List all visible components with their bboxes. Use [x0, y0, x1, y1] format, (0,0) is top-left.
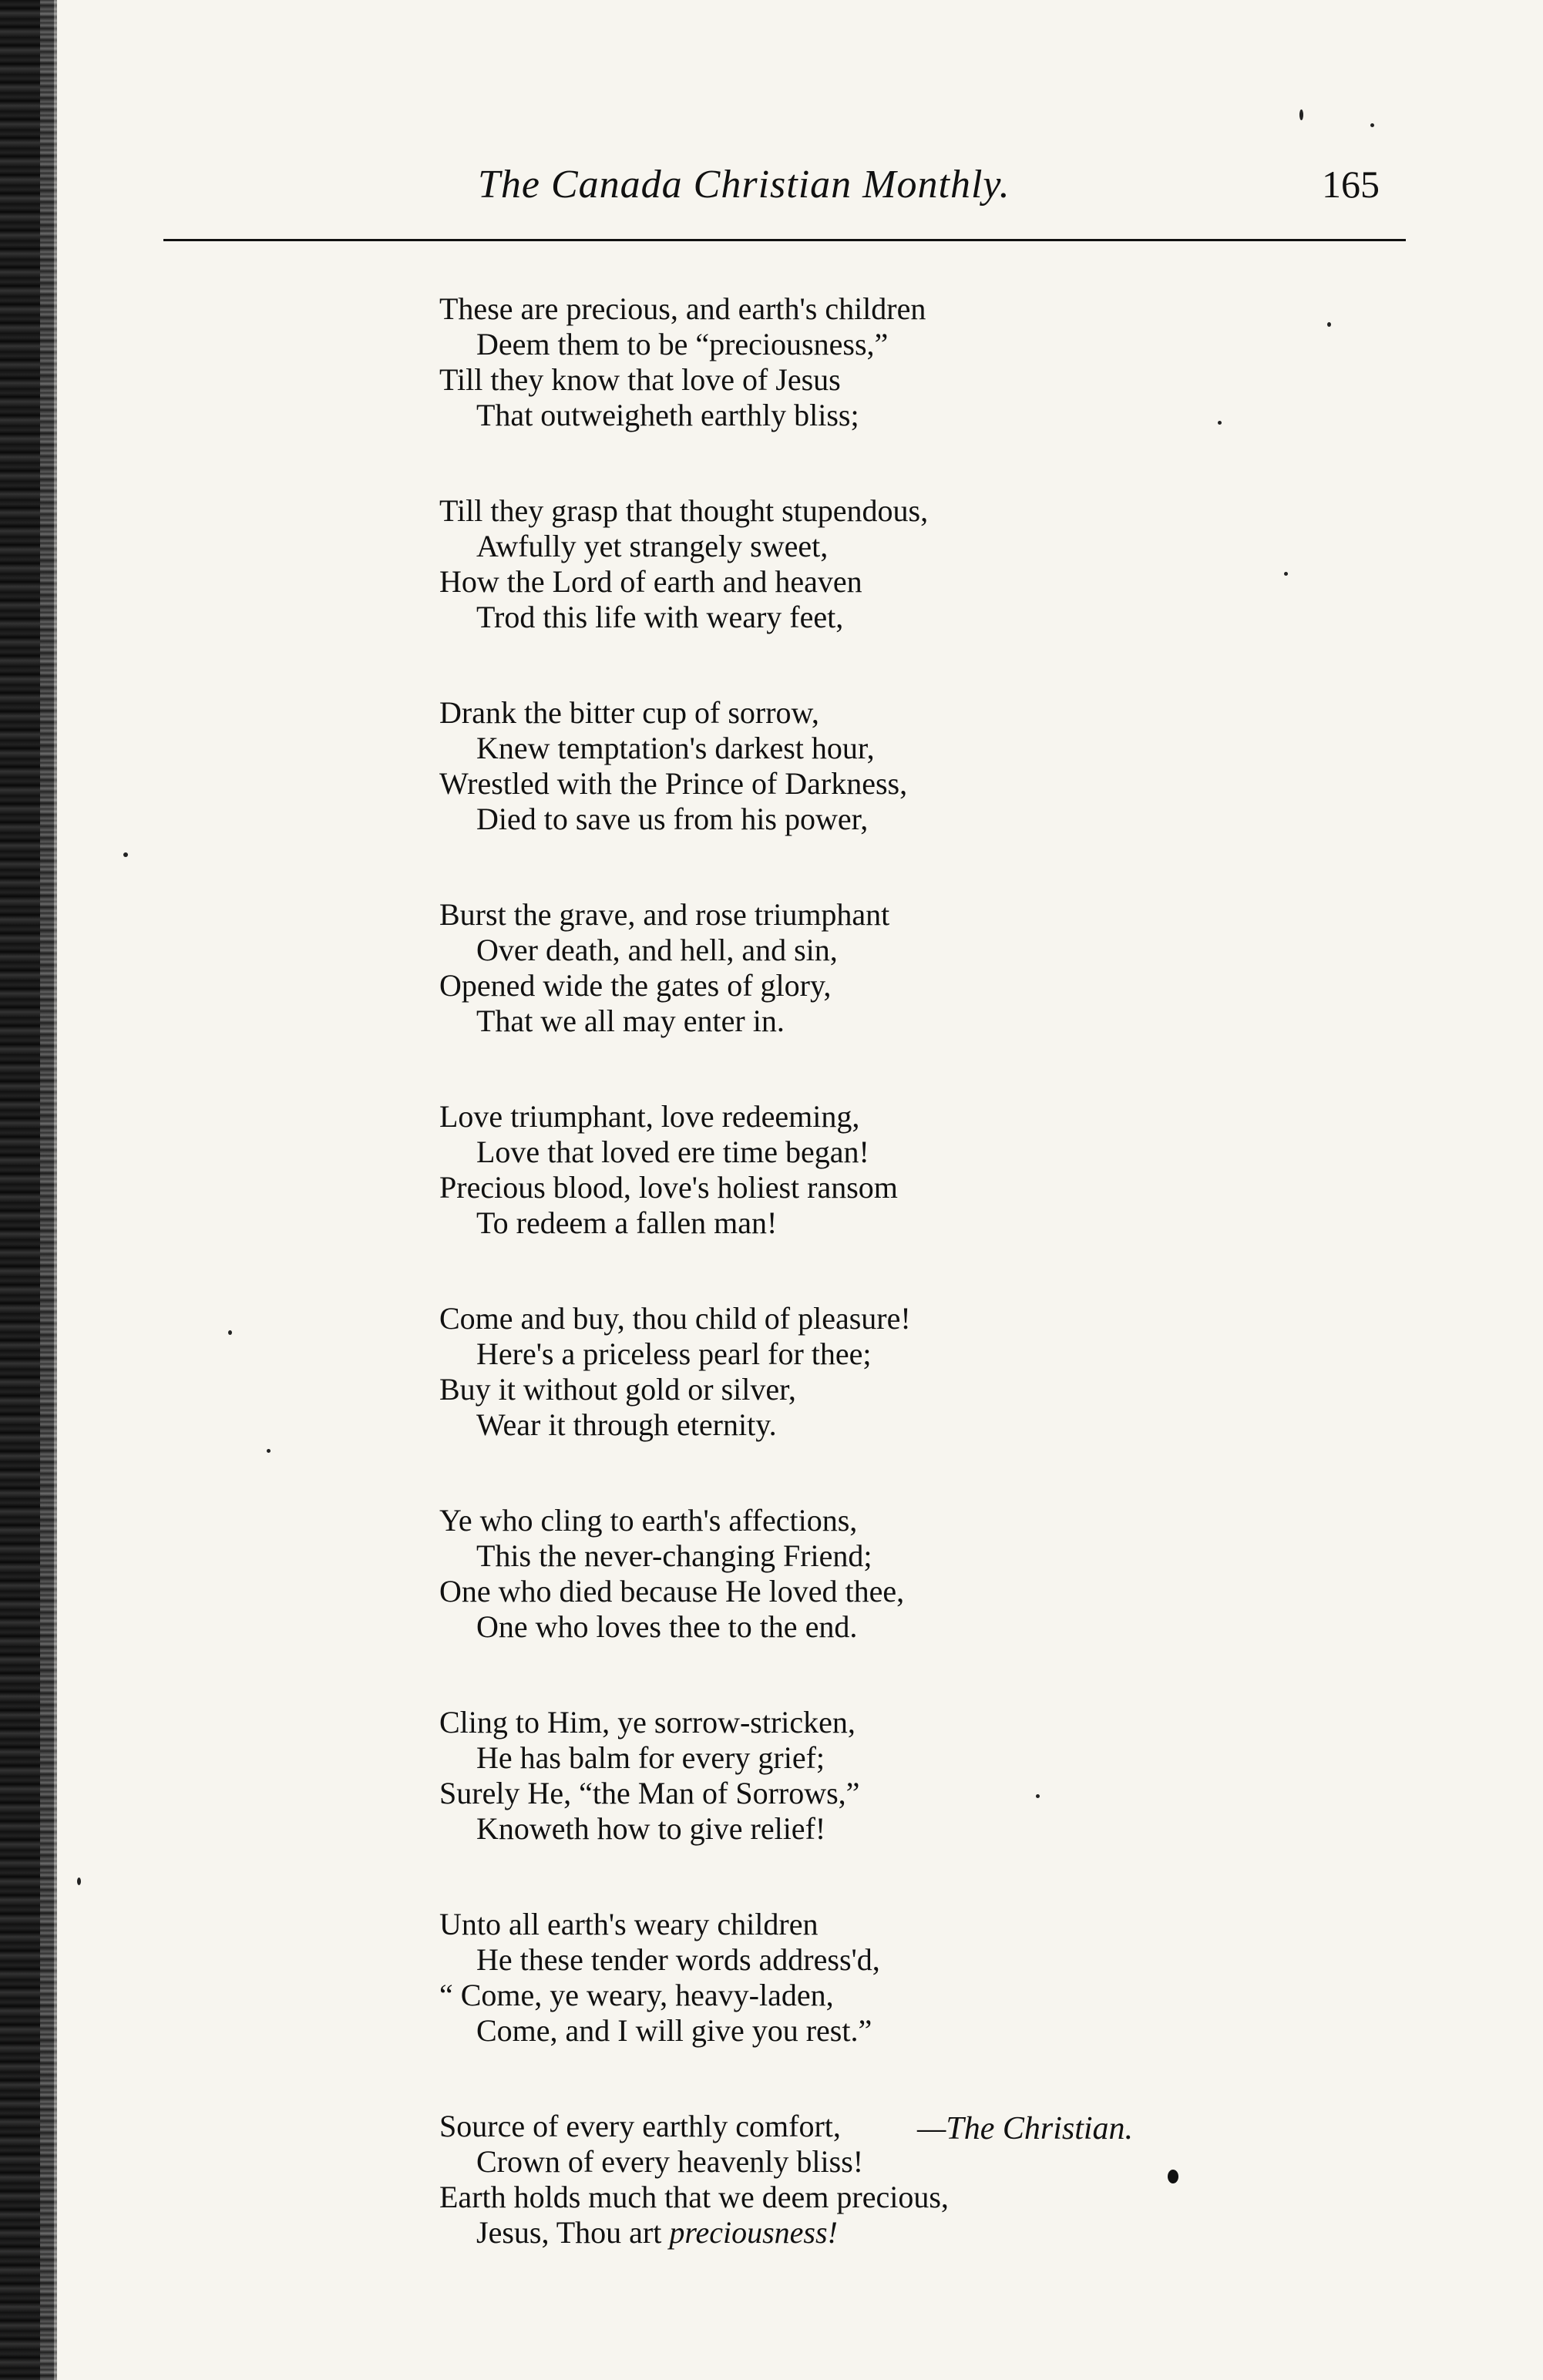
poem-line: How the Lord of earth and heaven: [439, 564, 862, 599]
poem-line: Love triumphant, love redeeming,: [439, 1099, 860, 1134]
poem-line: Come and buy, thou child of pleasure!: [439, 1301, 911, 1336]
poem-line: Crown of every heavenly bliss!: [476, 2144, 864, 2179]
stanza: [439, 493, 1210, 635]
ink-speck: [228, 1330, 232, 1335]
poem-line: Surely He, “the Man of Sorrows,”: [439, 1776, 860, 1810]
poem-line: Trod this life with weary feet,: [476, 600, 844, 634]
poem-line: Died to save us from his power,: [476, 802, 869, 836]
poem-line: He these tender words address'd,: [476, 1942, 880, 1977]
poem-line: Drank the bitter cup of sorrow,: [439, 695, 819, 730]
end-mark: [1168, 2170, 1178, 2183]
poem-line: Awfully yet strangely sweet,: [476, 529, 829, 563]
poem: [439, 291, 1210, 2311]
poem-line: Opened wide the gates of glory,: [439, 968, 832, 1003]
poem-line: Wear it through eternity.: [476, 1407, 777, 1442]
poem-line: One who loves thee to the end.: [476, 1609, 858, 1644]
ink-speck: [1299, 109, 1303, 120]
poem-line: Wrestled with the Prince of Darkness,: [439, 766, 908, 801]
poem-line: Cling to Him, ye sorrow-stricken,: [439, 1705, 856, 1740]
poem-line: Till they grasp that thought stupendous,: [439, 493, 929, 528]
ink-speck: [123, 852, 128, 857]
poem-line: He has balm for every grief;: [476, 1740, 825, 1775]
poem-final-line: [439, 2215, 1210, 2251]
ink-speck: [1370, 123, 1374, 127]
poem-line: Source of every earthly comfort,: [439, 2109, 841, 2143]
ink-speck: [1284, 572, 1288, 576]
poem-line: Burst the grave, and rose triumphant: [439, 897, 890, 932]
poem-line: Come, and I will give you rest.”: [476, 2013, 872, 2048]
poem-line: Till they know that love of Jesus: [439, 362, 841, 397]
binding-edge-texture: [40, 0, 57, 2380]
poem-line: Over death, and hell, and sin,: [476, 933, 838, 967]
attribution: —The Christian.: [917, 2111, 1134, 2146]
final-line-emphasis: preciousness!: [669, 2215, 838, 2250]
poem-line: That we all may enter in.: [476, 1003, 785, 1038]
poem-line: Buy it without gold or silver,: [439, 1372, 796, 1407]
poem-line: These are precious, and earth's children: [439, 291, 926, 326]
stanza: [439, 1907, 1210, 2049]
poem-line: Unto all earth's weary children: [439, 1907, 819, 1941]
stanza: [439, 1503, 1210, 1645]
ink-speck: [267, 1449, 271, 1453]
poem-line: “ Come, ye weary, heavy-laden,: [439, 1978, 834, 2012]
poem-line: Knoweth how to give relief!: [476, 1811, 826, 1846]
poem-line: Deem them to be “preciousness,”: [476, 327, 889, 361]
poem-line: To redeem a fallen man!: [476, 1205, 778, 1240]
page-number: 165: [1322, 163, 1380, 206]
page-header: [478, 162, 1403, 216]
poem-line: Knew temptation's darkest hour,: [476, 731, 875, 765]
ink-speck: [1036, 1794, 1040, 1798]
stanza: [439, 897, 1210, 1039]
stanza: [439, 695, 1210, 837]
poem-line: One who died because He loved thee,: [439, 1574, 905, 1609]
header-rule: [163, 239, 1406, 241]
poem-line: Ye who cling to earth's affections,: [439, 1503, 858, 1538]
poem-line: Love that loved ere time began!: [476, 1135, 869, 1169]
stanza: [439, 1099, 1210, 1241]
stanza: [439, 1705, 1210, 1847]
ink-speck: [1218, 421, 1222, 425]
stanza: [439, 291, 1210, 433]
ink-speck: [1327, 322, 1331, 327]
ink-speck: [77, 1877, 81, 1885]
poem-line: Earth holds much that we deem precious,: [439, 2180, 949, 2214]
stanza: [439, 1301, 1210, 1443]
running-title: The Canada Christian Monthly.: [478, 163, 1010, 207]
poem-line: This the never-changing Friend;: [476, 1538, 872, 1573]
final-line-text: Jesus, Thou art: [476, 2215, 670, 2250]
poem-line: Precious blood, love's holiest ransom: [439, 1170, 898, 1205]
poem-line: Here's a priceless pearl for thee;: [476, 1336, 872, 1371]
poem-line: That outweigheth earthly bliss;: [476, 398, 859, 432]
